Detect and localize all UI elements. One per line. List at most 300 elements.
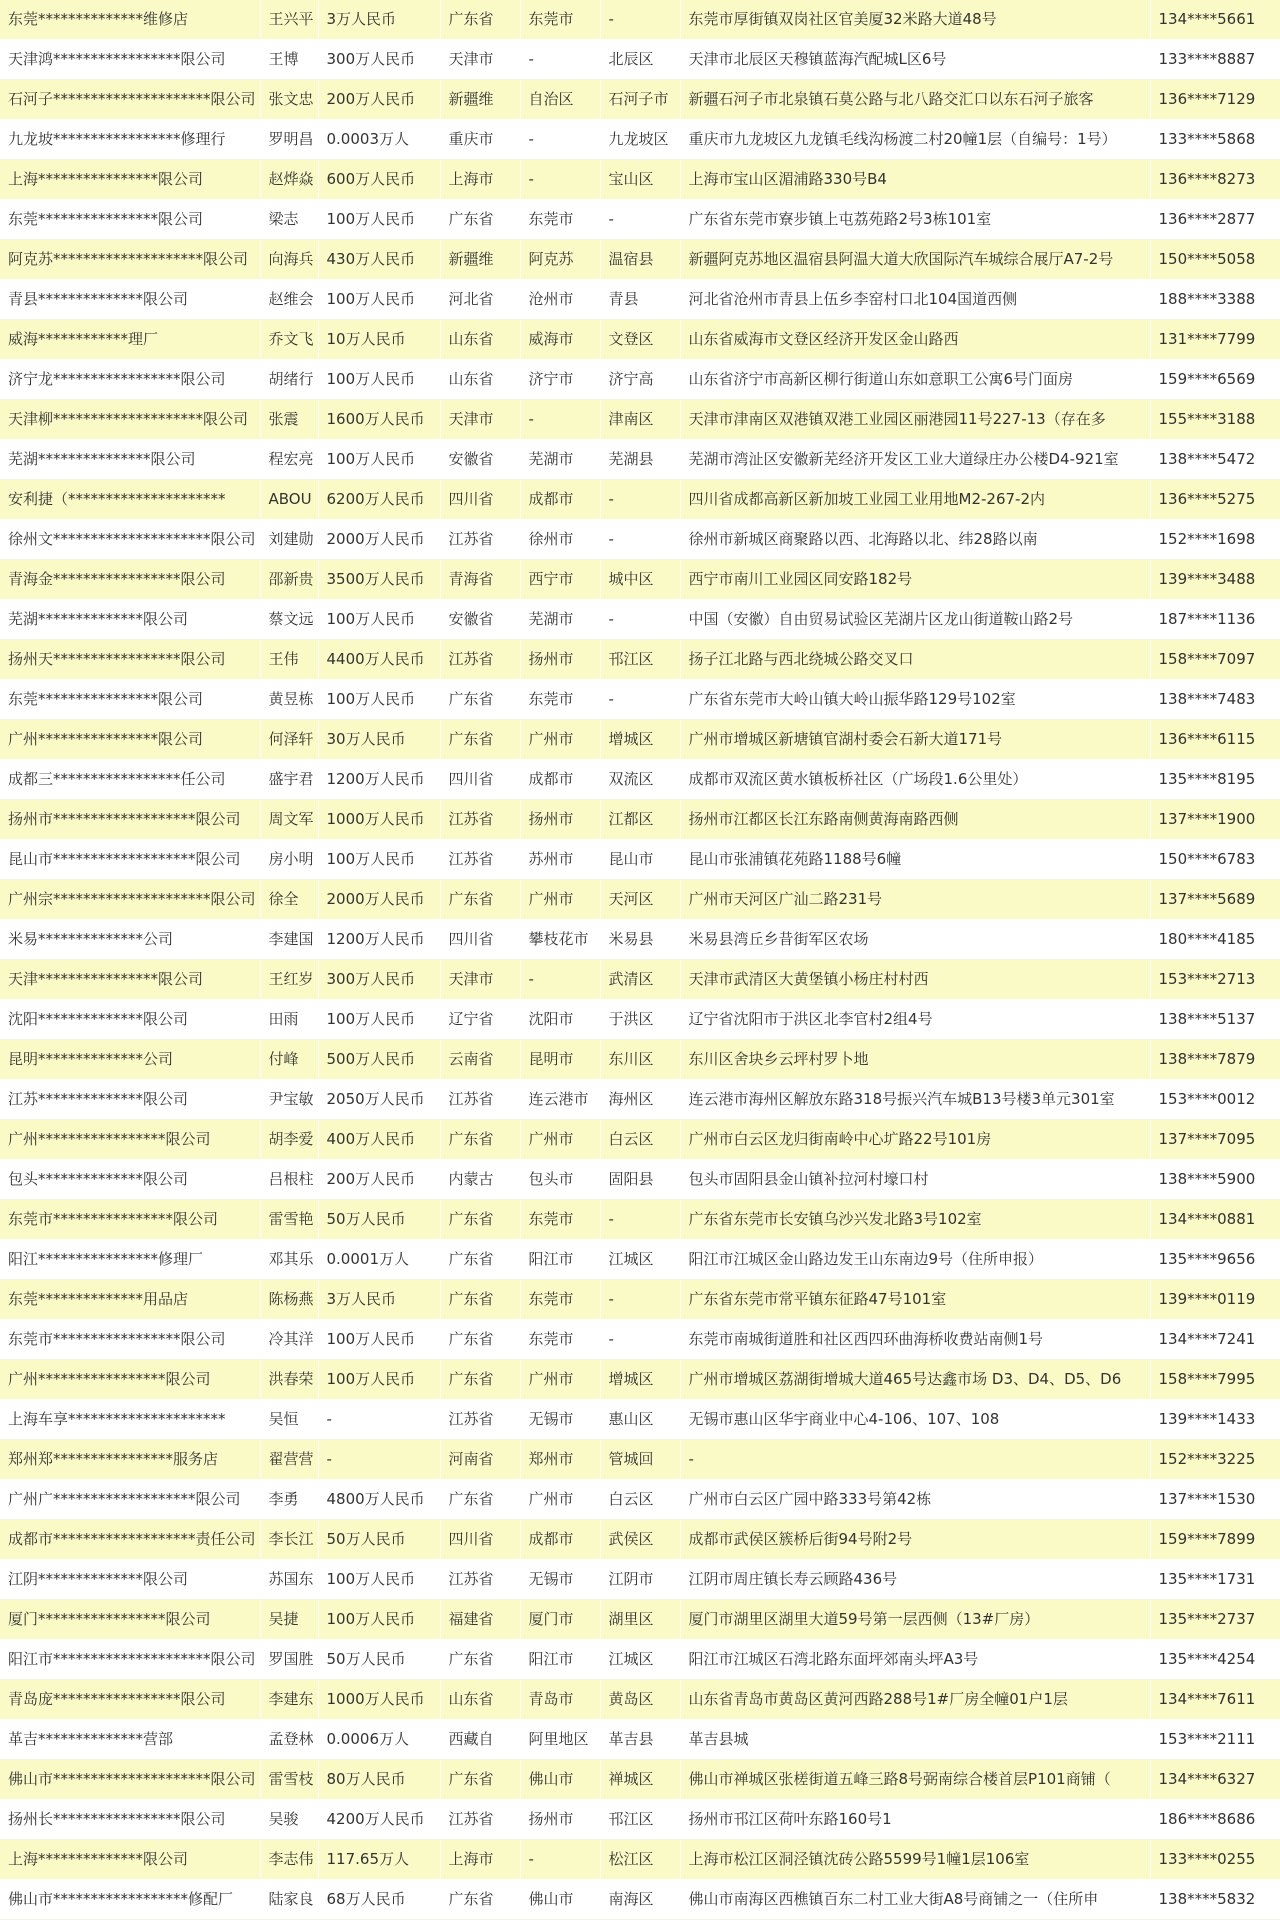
address-cell: 山东省威海市文登区经济开发区金山路西 bbox=[680, 320, 1150, 360]
district-cell: 湖里区 bbox=[600, 1600, 680, 1640]
table-row bbox=[0, 40, 1280, 80]
district-cell: 北辰区 bbox=[600, 40, 680, 80]
province-cell: 广东省 bbox=[440, 1120, 520, 1160]
province-cell: 安徽省 bbox=[440, 600, 520, 640]
province-cell: 内蒙古 bbox=[440, 1160, 520, 1200]
address-cell: 徐州市新城区商聚路以西、北海路以北、纬28路以南 bbox=[680, 520, 1150, 560]
table-row bbox=[0, 360, 1280, 400]
district-cell: 石河子市 bbox=[600, 80, 680, 120]
phone-cell: 158****7097 bbox=[1150, 640, 1280, 680]
company-name-cell: 昆山市*******************限公司 bbox=[0, 840, 260, 880]
district-cell: - bbox=[600, 680, 680, 720]
address-cell: 厦门市湖里区湖里大道59号第一层西侧（13#厂房） bbox=[680, 1600, 1150, 1640]
registered-capital-cell: 100万人民币 bbox=[318, 840, 440, 880]
district-cell: 惠山区 bbox=[600, 1400, 680, 1440]
city-cell: 沈阳市 bbox=[520, 1000, 600, 1040]
address-cell: 广州市白云区广园中路333号第42栋 bbox=[680, 1480, 1150, 1520]
registered-capital-cell: 4200万人民币 bbox=[318, 1800, 440, 1840]
province-cell: 广东省 bbox=[440, 1200, 520, 1240]
table-row bbox=[0, 1720, 1280, 1760]
district-cell: 温宿县 bbox=[600, 240, 680, 280]
table-row bbox=[0, 1640, 1280, 1680]
province-cell: 广东省 bbox=[440, 1760, 520, 1800]
province-cell: 广东省 bbox=[440, 680, 520, 720]
table-row bbox=[0, 1480, 1280, 1520]
company-name-cell: 包头**************限公司 bbox=[0, 1160, 260, 1200]
table-row bbox=[0, 1440, 1280, 1480]
address-cell: 新疆石河子市北泉镇石莫公路与北八路交汇口以东石河子旅客 bbox=[680, 80, 1150, 120]
address-cell: 昆山市张浦镇花苑路1188号6幢 bbox=[680, 840, 1150, 880]
district-cell: 双流区 bbox=[600, 760, 680, 800]
phone-cell: 136****5275 bbox=[1150, 480, 1280, 520]
district-cell: 江城区 bbox=[600, 1240, 680, 1280]
table-row bbox=[0, 1040, 1280, 1080]
address-cell: 西宁市南川工业园区同安路182号 bbox=[680, 560, 1150, 600]
company-name-cell: 上海****************限公司 bbox=[0, 160, 260, 200]
address-cell: 辽宁省沈阳市于洪区北李官村2组4号 bbox=[680, 1000, 1150, 1040]
registered-capital-cell: 1600万人民币 bbox=[318, 400, 440, 440]
address-cell: 成都市双流区黄水镇板桥社区（广场段1.6公里处） bbox=[680, 760, 1150, 800]
company-name-cell: 佛山市*********************限公司 bbox=[0, 1760, 260, 1800]
company-name-cell: 厦门*****************限公司 bbox=[0, 1600, 260, 1640]
province-cell: 安徽省 bbox=[440, 440, 520, 480]
city-cell: 芜湖市 bbox=[520, 600, 600, 640]
city-cell: 青岛市 bbox=[520, 1680, 600, 1720]
table-row bbox=[0, 600, 1280, 640]
registered-capital-cell: 430万人民币 bbox=[318, 240, 440, 280]
table-row bbox=[0, 80, 1280, 120]
legal-person-cell: 李志伟 bbox=[260, 1840, 318, 1880]
registered-capital-cell: 50万人民币 bbox=[318, 1520, 440, 1560]
table-row bbox=[0, 1200, 1280, 1240]
city-cell: 东莞市 bbox=[520, 1320, 600, 1360]
table-row bbox=[0, 640, 1280, 680]
company-name-cell: 郑州郑****************服务店 bbox=[0, 1440, 260, 1480]
city-cell: 无锡市 bbox=[520, 1560, 600, 1600]
company-name-cell: 米易**************公司 bbox=[0, 920, 260, 960]
city-cell: 成都市 bbox=[520, 480, 600, 520]
phone-cell: 152****1698 bbox=[1150, 520, 1280, 560]
company-name-cell: 九龙坡*****************修理行 bbox=[0, 120, 260, 160]
province-cell: 天津市 bbox=[440, 960, 520, 1000]
province-cell: 江苏省 bbox=[440, 1400, 520, 1440]
company-name-cell: 东莞市*****************限公司 bbox=[0, 1320, 260, 1360]
city-cell: 西宁市 bbox=[520, 560, 600, 600]
company-name-cell: 青岛庞*****************限公司 bbox=[0, 1680, 260, 1720]
district-cell: 济宁高 bbox=[600, 360, 680, 400]
province-cell: 河南省 bbox=[440, 1440, 520, 1480]
legal-person-cell: 向海兵 bbox=[260, 240, 318, 280]
city-cell: 攀枝花市 bbox=[520, 920, 600, 960]
address-cell: 广东省东莞市寮步镇上屯荔苑路2号3栋101室 bbox=[680, 200, 1150, 240]
district-cell: 海州区 bbox=[600, 1080, 680, 1120]
district-cell: 南海区 bbox=[600, 1880, 680, 1920]
table-row bbox=[0, 680, 1280, 720]
district-cell: 白云区 bbox=[600, 1120, 680, 1160]
address-cell: 河北省沧州市青县上伍乡李窑村口北104国道西侧 bbox=[680, 280, 1150, 320]
legal-person-cell: 洪春荣 bbox=[260, 1360, 318, 1400]
address-cell: 广州市白云区龙归街南岭中心圹路22号101房 bbox=[680, 1120, 1150, 1160]
company-name-cell: 广州宗*********************限公司 bbox=[0, 880, 260, 920]
city-cell: 厦门市 bbox=[520, 1600, 600, 1640]
legal-person-cell: 吴捷 bbox=[260, 1600, 318, 1640]
registered-capital-cell: 100万人民币 bbox=[318, 1560, 440, 1600]
company-name-cell: 上海车享********************* bbox=[0, 1400, 260, 1440]
district-cell: - bbox=[600, 600, 680, 640]
legal-person-cell: 赵烨焱 bbox=[260, 160, 318, 200]
registered-capital-cell: 50万人民币 bbox=[318, 1200, 440, 1240]
company-name-cell: 昆明**************公司 bbox=[0, 1040, 260, 1080]
district-cell: - bbox=[600, 200, 680, 240]
legal-person-cell: 雷雪枝 bbox=[260, 1760, 318, 1800]
district-cell: 江都区 bbox=[600, 800, 680, 840]
district-cell: - bbox=[600, 1280, 680, 1320]
registered-capital-cell: 10万人民币 bbox=[318, 320, 440, 360]
table-row bbox=[0, 1360, 1280, 1400]
address-cell: 扬州市邗江区荷叶东路160号1 bbox=[680, 1800, 1150, 1840]
district-cell: 武侯区 bbox=[600, 1520, 680, 1560]
city-cell: 广州市 bbox=[520, 1480, 600, 1520]
registered-capital-cell: 4800万人民币 bbox=[318, 1480, 440, 1520]
legal-person-cell: 吕根柱 bbox=[260, 1160, 318, 1200]
city-cell: 广州市 bbox=[520, 1360, 600, 1400]
address-cell: 连云港市海州区解放东路318号振兴汽车城B13号楼3单元301室 bbox=[680, 1080, 1150, 1120]
phone-cell: 139****0119 bbox=[1150, 1280, 1280, 1320]
registered-capital-cell: 2000万人民币 bbox=[318, 520, 440, 560]
registered-capital-cell: 600万人民币 bbox=[318, 160, 440, 200]
phone-cell: 153****2713 bbox=[1150, 960, 1280, 1000]
city-cell: - bbox=[520, 40, 600, 80]
table-row bbox=[0, 480, 1280, 520]
phone-cell: 135****9656 bbox=[1150, 1240, 1280, 1280]
district-cell: 芜湖县 bbox=[600, 440, 680, 480]
company-name-cell: 江阴**************限公司 bbox=[0, 1560, 260, 1600]
phone-cell: 138****7483 bbox=[1150, 680, 1280, 720]
company-name-cell: 扬州长*****************限公司 bbox=[0, 1800, 260, 1840]
company-name-cell: 东莞市****************限公司 bbox=[0, 1200, 260, 1240]
phone-cell: 134****7611 bbox=[1150, 1680, 1280, 1720]
province-cell: 广东省 bbox=[440, 720, 520, 760]
table-row bbox=[0, 320, 1280, 360]
phone-cell: 138****5137 bbox=[1150, 1000, 1280, 1040]
city-cell: 扬州市 bbox=[520, 1800, 600, 1840]
registered-capital-cell: 100万人民币 bbox=[318, 360, 440, 400]
city-cell: 东莞市 bbox=[520, 1280, 600, 1320]
legal-person-cell: 黄昱栋 bbox=[260, 680, 318, 720]
phone-cell: 158****7995 bbox=[1150, 1360, 1280, 1400]
legal-person-cell: 李长江 bbox=[260, 1520, 318, 1560]
table-row bbox=[0, 1600, 1280, 1640]
province-cell: 江苏省 bbox=[440, 840, 520, 880]
legal-person-cell: 罗明昌 bbox=[260, 120, 318, 160]
phone-cell: 150****6783 bbox=[1150, 840, 1280, 880]
address-cell: 佛山市禅城区张槎街道五峰三路8号弼南综合楼首层P101商铺（ bbox=[680, 1760, 1150, 1800]
company-name-cell: 东莞**************用品店 bbox=[0, 1280, 260, 1320]
legal-person-cell: 陈杨燕 bbox=[260, 1280, 318, 1320]
table-row bbox=[0, 1000, 1280, 1040]
company-name-cell: 青县**************限公司 bbox=[0, 280, 260, 320]
registered-capital-cell: 100万人民币 bbox=[318, 1600, 440, 1640]
registered-capital-cell: 2050万人民币 bbox=[318, 1080, 440, 1120]
table-row bbox=[0, 1240, 1280, 1280]
province-cell: 广东省 bbox=[440, 1880, 520, 1920]
phone-cell: 152****3225 bbox=[1150, 1440, 1280, 1480]
table-row bbox=[0, 1840, 1280, 1880]
address-cell: 江阴市周庄镇长寿云顾路436号 bbox=[680, 1560, 1150, 1600]
company-name-cell: 广州*****************限公司 bbox=[0, 1360, 260, 1400]
phone-cell: 138****7879 bbox=[1150, 1040, 1280, 1080]
registered-capital-cell: 100万人民币 bbox=[318, 1360, 440, 1400]
company-name-cell: 上海**************限公司 bbox=[0, 1840, 260, 1880]
city-cell: 成都市 bbox=[520, 760, 600, 800]
registered-capital-cell: 100万人民币 bbox=[318, 280, 440, 320]
address-cell: 广州市天河区广汕二路231号 bbox=[680, 880, 1150, 920]
registered-capital-cell: 117.65万人 bbox=[318, 1840, 440, 1880]
city-cell: 沧州市 bbox=[520, 280, 600, 320]
district-cell: 文登区 bbox=[600, 320, 680, 360]
registered-capital-cell: 0.0003万人 bbox=[318, 120, 440, 160]
district-cell: - bbox=[600, 0, 680, 40]
legal-person-cell: 付峰 bbox=[260, 1040, 318, 1080]
company-name-cell: 阿克苏********************限公司 bbox=[0, 240, 260, 280]
table-row bbox=[0, 1160, 1280, 1200]
company-name-cell: 佛山市******************修配厂 bbox=[0, 1880, 260, 1920]
district-cell: - bbox=[600, 520, 680, 560]
city-cell: 广州市 bbox=[520, 720, 600, 760]
legal-person-cell: 程宏亮 bbox=[260, 440, 318, 480]
registered-capital-cell: 400万人民币 bbox=[318, 1120, 440, 1160]
province-cell: 广东省 bbox=[440, 200, 520, 240]
legal-person-cell: 尹宝敏 bbox=[260, 1080, 318, 1120]
registered-capital-cell: 3500万人民币 bbox=[318, 560, 440, 600]
table-row bbox=[0, 400, 1280, 440]
registered-capital-cell: 100万人民币 bbox=[318, 1320, 440, 1360]
phone-cell: 150****5058 bbox=[1150, 240, 1280, 280]
phone-cell: 131****7799 bbox=[1150, 320, 1280, 360]
registered-capital-cell: 100万人民币 bbox=[318, 440, 440, 480]
city-cell: 佛山市 bbox=[520, 1760, 600, 1800]
city-cell: 阳江市 bbox=[520, 1640, 600, 1680]
phone-cell: 137****1900 bbox=[1150, 800, 1280, 840]
registered-capital-cell: 500万人民币 bbox=[318, 1040, 440, 1080]
company-name-cell: 广州广*******************限公司 bbox=[0, 1480, 260, 1520]
table-row bbox=[0, 1680, 1280, 1720]
table-row bbox=[0, 240, 1280, 280]
company-name-cell: 东莞****************限公司 bbox=[0, 200, 260, 240]
company-name-cell: 东莞****************限公司 bbox=[0, 680, 260, 720]
district-cell: 禅城区 bbox=[600, 1760, 680, 1800]
legal-person-cell: 胡绪行 bbox=[260, 360, 318, 400]
table-row bbox=[0, 1520, 1280, 1560]
phone-cell: 137****1530 bbox=[1150, 1480, 1280, 1520]
city-cell: 东莞市 bbox=[520, 1200, 600, 1240]
province-cell: 四川省 bbox=[440, 480, 520, 520]
table-row bbox=[0, 800, 1280, 840]
table-row bbox=[0, 1120, 1280, 1160]
legal-person-cell: 罗国胜 bbox=[260, 1640, 318, 1680]
address-cell: 革吉县城 bbox=[680, 1720, 1150, 1760]
address-cell: 无锡市惠山区华宇商业中心4-106、107、108 bbox=[680, 1400, 1150, 1440]
province-cell: 新疆维 bbox=[440, 240, 520, 280]
province-cell: 广东省 bbox=[440, 1280, 520, 1320]
table-row bbox=[0, 560, 1280, 600]
table-row bbox=[0, 960, 1280, 1000]
city-cell: 东莞市 bbox=[520, 200, 600, 240]
legal-person-cell: 邵新贵 bbox=[260, 560, 318, 600]
legal-person-cell: 王红岁 bbox=[260, 960, 318, 1000]
legal-person-cell: 王伟 bbox=[260, 640, 318, 680]
company-name-cell: 革吉**************营部 bbox=[0, 1720, 260, 1760]
legal-person-cell: 赵维会 bbox=[260, 280, 318, 320]
address-cell: 天津市武清区大黄堡镇小杨庄村村西 bbox=[680, 960, 1150, 1000]
company-name-cell: 广州*****************限公司 bbox=[0, 1120, 260, 1160]
district-cell: 昆山市 bbox=[600, 840, 680, 880]
province-cell: 新疆维 bbox=[440, 80, 520, 120]
company-name-cell: 芜湖***************限公司 bbox=[0, 440, 260, 480]
city-cell: 郑州市 bbox=[520, 1440, 600, 1480]
phone-cell: 135****8195 bbox=[1150, 760, 1280, 800]
table-row bbox=[0, 920, 1280, 960]
district-cell: 增城区 bbox=[600, 720, 680, 760]
legal-person-cell: 房小明 bbox=[260, 840, 318, 880]
table-row bbox=[0, 520, 1280, 560]
company-name-cell: 威海************理厂 bbox=[0, 320, 260, 360]
legal-person-cell: 乔文飞 bbox=[260, 320, 318, 360]
table-row bbox=[0, 280, 1280, 320]
address-cell: 广州市增城区新塘镇官湖村委会石新大道171号 bbox=[680, 720, 1150, 760]
address-cell: 天津市津南区双港镇双港工业园区丽港园11号227-13（存在多 bbox=[680, 400, 1150, 440]
registered-capital-cell: 6200万人民币 bbox=[318, 480, 440, 520]
phone-cell: 137****7095 bbox=[1150, 1120, 1280, 1160]
registered-capital-cell: 80万人民币 bbox=[318, 1760, 440, 1800]
address-cell: 上海市宝山区湄浦路330号B4 bbox=[680, 160, 1150, 200]
province-cell: 四川省 bbox=[440, 920, 520, 960]
address-cell: 阳江市江城区石湾北路东面坪郊南头坪A3号 bbox=[680, 1640, 1150, 1680]
address-cell: 东莞市厚街镇双岗社区官美厦32米路大道48号 bbox=[680, 0, 1150, 40]
company-name-cell: 石河子*********************限公司 bbox=[0, 80, 260, 120]
legal-person-cell: 王博 bbox=[260, 40, 318, 80]
registered-capital-cell: 300万人民币 bbox=[318, 40, 440, 80]
registered-capital-cell: 100万人民币 bbox=[318, 200, 440, 240]
district-cell: 江阴市 bbox=[600, 1560, 680, 1600]
legal-person-cell: 陆家良 bbox=[260, 1880, 318, 1920]
legal-person-cell: 王兴平 bbox=[260, 0, 318, 40]
company-name-cell: 济宁龙*****************限公司 bbox=[0, 360, 260, 400]
phone-cell: 180****4185 bbox=[1150, 920, 1280, 960]
province-cell: 广东省 bbox=[440, 1640, 520, 1680]
district-cell: 城中区 bbox=[600, 560, 680, 600]
phone-cell: 135****4254 bbox=[1150, 1640, 1280, 1680]
table-row bbox=[0, 880, 1280, 920]
address-cell: 东川区舍块乡云坪村罗卜地 bbox=[680, 1040, 1150, 1080]
city-cell: 阿里地区 bbox=[520, 1720, 600, 1760]
company-name-cell: 扬州天*****************限公司 bbox=[0, 640, 260, 680]
registered-capital-cell: - bbox=[318, 1400, 440, 1440]
city-cell: - bbox=[520, 400, 600, 440]
company-name-cell: 成都市*******************责任公司 bbox=[0, 1520, 260, 1560]
legal-person-cell: 苏国东 bbox=[260, 1560, 318, 1600]
city-cell: 徐州市 bbox=[520, 520, 600, 560]
district-cell: 宝山区 bbox=[600, 160, 680, 200]
province-cell: 江苏省 bbox=[440, 1800, 520, 1840]
province-cell: 福建省 bbox=[440, 1600, 520, 1640]
registered-capital-cell: 1200万人民币 bbox=[318, 760, 440, 800]
company-name-cell: 扬州市*******************限公司 bbox=[0, 800, 260, 840]
district-cell: 米易县 bbox=[600, 920, 680, 960]
registered-capital-cell: 200万人民币 bbox=[318, 80, 440, 120]
registered-capital-cell: 3万人民币 bbox=[318, 1280, 440, 1320]
district-cell: 增城区 bbox=[600, 1360, 680, 1400]
registered-capital-cell: 1000万人民币 bbox=[318, 1680, 440, 1720]
phone-cell: 134****0881 bbox=[1150, 1200, 1280, 1240]
legal-person-cell: 孟登林 bbox=[260, 1720, 318, 1760]
legal-person-cell: 吴骏 bbox=[260, 1800, 318, 1840]
phone-cell: 153****2111 bbox=[1150, 1720, 1280, 1760]
legal-person-cell: 李勇 bbox=[260, 1480, 318, 1520]
province-cell: 山东省 bbox=[440, 320, 520, 360]
company-name-cell: 江苏**************限公司 bbox=[0, 1080, 260, 1120]
phone-cell: 155****3188 bbox=[1150, 400, 1280, 440]
district-cell: 黄岛区 bbox=[600, 1680, 680, 1720]
district-cell: 白云区 bbox=[600, 1480, 680, 1520]
phone-cell: 138****5472 bbox=[1150, 440, 1280, 480]
province-cell: 青海省 bbox=[440, 560, 520, 600]
phone-cell: 186****8686 bbox=[1150, 1800, 1280, 1840]
phone-cell: 138****5832 bbox=[1150, 1880, 1280, 1920]
city-cell: 自治区 bbox=[520, 80, 600, 120]
address-cell: 新疆阿克苏地区温宿县阿温大道大欣国际汽车城综合展厅A7-2号 bbox=[680, 240, 1150, 280]
phone-cell: 133****5868 bbox=[1150, 120, 1280, 160]
legal-person-cell: 蔡文远 bbox=[260, 600, 318, 640]
province-cell: 广东省 bbox=[440, 1480, 520, 1520]
legal-person-cell: 何泽轩 bbox=[260, 720, 318, 760]
phone-cell: 135****2737 bbox=[1150, 1600, 1280, 1640]
company-name-cell: 广州****************限公司 bbox=[0, 720, 260, 760]
address-cell: 四川省成都高新区新加坡工业园工业用地M2-267-2内 bbox=[680, 480, 1150, 520]
province-cell: 西藏自 bbox=[440, 1720, 520, 1760]
legal-person-cell: 李建国 bbox=[260, 920, 318, 960]
address-cell: 米易县湾丘乡昔街军区农场 bbox=[680, 920, 1150, 960]
address-cell: 芜湖市湾沚区安徽新芜经济开发区工业大道绿庄办公楼D4-921室 bbox=[680, 440, 1150, 480]
district-cell: 武清区 bbox=[600, 960, 680, 1000]
table-row bbox=[0, 0, 1280, 40]
table-row bbox=[0, 440, 1280, 480]
province-cell: 四川省 bbox=[440, 760, 520, 800]
address-cell: - bbox=[680, 1440, 1150, 1480]
city-cell: - bbox=[520, 960, 600, 1000]
city-cell: 东莞市 bbox=[520, 680, 600, 720]
registered-capital-cell: 30万人民币 bbox=[318, 720, 440, 760]
city-cell: 扬州市 bbox=[520, 800, 600, 840]
city-cell: 无锡市 bbox=[520, 1400, 600, 1440]
table-row bbox=[0, 200, 1280, 240]
legal-person-cell: 冷其洋 bbox=[260, 1320, 318, 1360]
phone-cell: 133****0255 bbox=[1150, 1840, 1280, 1880]
district-cell: 革吉县 bbox=[600, 1720, 680, 1760]
company-name-cell: 芜湖**************限公司 bbox=[0, 600, 260, 640]
phone-cell: 153****0012 bbox=[1150, 1080, 1280, 1120]
phone-cell: 136****6115 bbox=[1150, 720, 1280, 760]
table-row bbox=[0, 1880, 1280, 1920]
table-row bbox=[0, 1800, 1280, 1840]
province-cell: 江苏省 bbox=[440, 1080, 520, 1120]
province-cell: 江苏省 bbox=[440, 1560, 520, 1600]
phone-cell: 187****1136 bbox=[1150, 600, 1280, 640]
legal-person-cell: 李建东 bbox=[260, 1680, 318, 1720]
address-cell: 广东省东莞市常平镇东征路47号101室 bbox=[680, 1280, 1150, 1320]
table-row bbox=[0, 1400, 1280, 1440]
city-cell: - bbox=[520, 1840, 600, 1880]
